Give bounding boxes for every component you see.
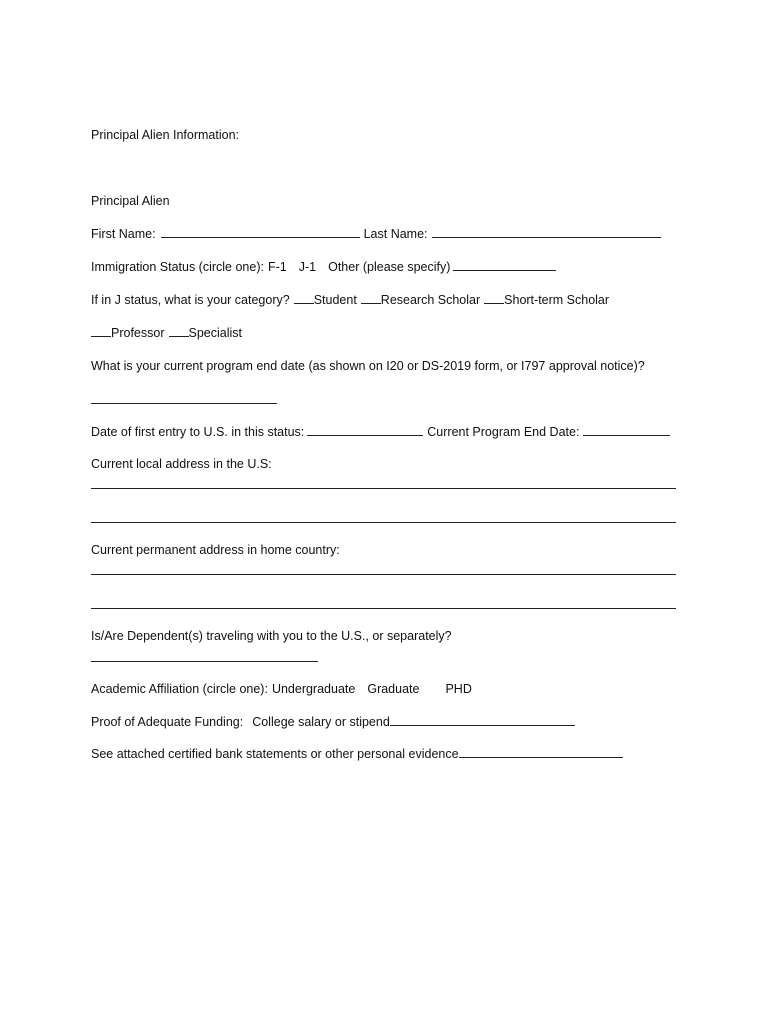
first-name-field[interactable] xyxy=(161,226,360,238)
academic-row xyxy=(91,681,472,697)
other-status-field[interactable] xyxy=(453,259,556,271)
section-title-text: Principal Alien Information: xyxy=(91,128,239,142)
bank-statement-label: See attached certified bank statements or other personal evidence xyxy=(91,747,459,761)
funding-row xyxy=(91,714,575,730)
section-title xyxy=(91,127,239,143)
dependents-question: Is/Are Dependent(s) traveling with you to the U.S., or separately? xyxy=(91,629,452,643)
permanent-address-label: Current permanent address in home country: xyxy=(91,543,340,557)
program-end-field[interactable] xyxy=(91,403,277,404)
permanent-address-line-1[interactable] xyxy=(91,574,676,575)
permanent-address-line-2[interactable] xyxy=(91,608,676,609)
funding-option: College salary or stipend xyxy=(252,715,390,729)
subsection-title-text: Principal Alien xyxy=(91,194,170,208)
dependents-field[interactable] xyxy=(91,661,318,662)
category-short-term-scholar: Short-term Scholar xyxy=(504,293,610,307)
immigration-status-label: Immigration Status (circle one): xyxy=(91,260,264,274)
name-row xyxy=(91,226,661,242)
current-end-field[interactable] xyxy=(583,424,670,436)
academic-label: Academic Affiliation (circle one): xyxy=(91,682,268,696)
local-address-label: Current local address in the U.S: xyxy=(91,457,272,471)
option-j1[interactable]: J-1 xyxy=(298,260,317,274)
student-blank[interactable] xyxy=(294,292,314,304)
program-end-question-row xyxy=(91,358,645,374)
category-professor: Professor xyxy=(111,326,165,340)
program-end-question: What is your current program end date (as shown on I20 or DS-2019 form, or I797 approval notice)? xyxy=(91,359,645,373)
option-undergraduate[interactable]: Undergraduate xyxy=(271,682,356,696)
dependents-row xyxy=(91,628,452,644)
professor-blank[interactable] xyxy=(91,325,111,337)
short-term-scholar-blank[interactable] xyxy=(484,292,504,304)
local-address-line-1[interactable] xyxy=(91,488,676,489)
option-graduate[interactable]: Graduate xyxy=(367,682,420,696)
permanent-address-row xyxy=(91,542,340,558)
last-name-label: Last Name: xyxy=(363,227,428,241)
subsection-title xyxy=(91,193,170,209)
category-student: Student xyxy=(313,293,357,307)
j-category-row-2 xyxy=(91,325,242,341)
local-address-line-2[interactable] xyxy=(91,522,676,523)
option-f1[interactable]: F-1 xyxy=(267,260,287,274)
first-entry-label: Date of first entry to U.S. in this status: xyxy=(91,425,305,439)
current-end-label: Current Program End Date: xyxy=(427,425,580,439)
category-specialist: Specialist xyxy=(188,326,242,340)
dates-row xyxy=(91,424,670,440)
first-entry-field[interactable] xyxy=(307,424,423,436)
immigration-status-row xyxy=(91,259,556,275)
specialist-blank[interactable] xyxy=(169,325,189,337)
option-other[interactable]: Other (please specify) xyxy=(328,260,451,274)
j-status-question: If in J status, what is your category? xyxy=(91,293,290,307)
bank-statement-field[interactable] xyxy=(459,746,623,758)
research-scholar-blank[interactable] xyxy=(361,292,381,304)
category-research-scholar: Research Scholar xyxy=(380,293,481,307)
local-address-row xyxy=(91,456,272,472)
funding-field[interactable] xyxy=(390,714,575,726)
option-phd[interactable]: PHD xyxy=(445,682,472,696)
j-category-row xyxy=(91,292,609,308)
bank-statement-row xyxy=(91,746,623,762)
funding-label: Proof of Adequate Funding: xyxy=(91,715,244,729)
last-name-field[interactable] xyxy=(432,226,661,238)
first-name-label: First Name: xyxy=(91,227,156,241)
